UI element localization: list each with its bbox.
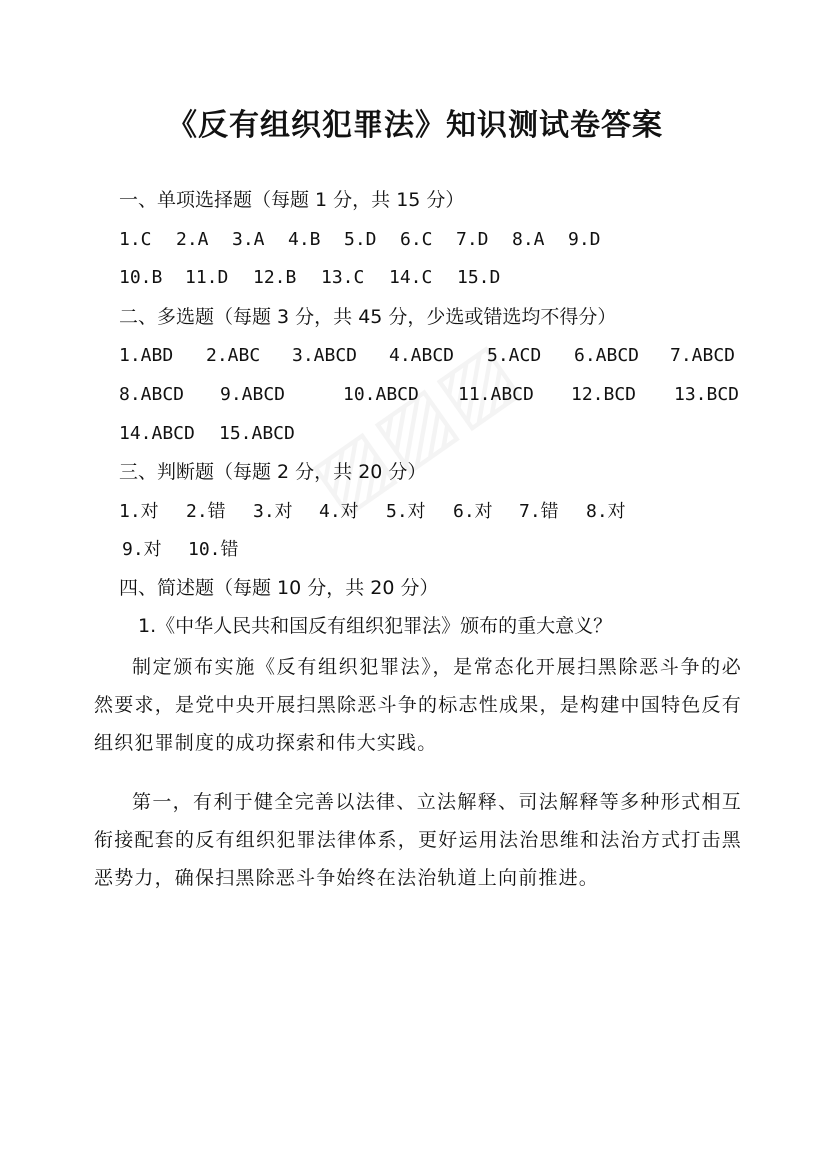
- answer-item: 5.ACD: [487, 345, 542, 366]
- answer-item: 9.ABCD: [220, 384, 286, 405]
- answer-item: 6.对: [453, 501, 493, 522]
- answer-item: 10.错: [188, 539, 239, 560]
- answer-item: 12.B: [253, 267, 297, 288]
- answer-item: 3.对: [253, 501, 293, 522]
- answer-item: 2.A: [176, 229, 209, 250]
- question-1: 1.《中华人民共和国反有组织犯罪法》颁布的重大意义？: [138, 615, 613, 637]
- answer-paragraph-2: 第一，有利于健全完善以法律、立法解释、司法解释等多种形式相互衔接配套的反有组织犯罪法律体系，更好运用法治思维和法治方式打击黑恶势力，确保扫黑除恶斗争始终在法治轨道上向前推进。: [94, 791, 742, 889]
- answer-item: 8.对: [586, 501, 626, 522]
- answer-item: 1.ABD: [119, 345, 174, 366]
- section-3-answers-row-2: [122, 538, 239, 562]
- answer-item: 2.错: [186, 501, 226, 522]
- answer-item: 10.B: [119, 267, 163, 288]
- section-2-heading: 二、多选题（每题 3 分，共 45 分，少选或错选均不得分）: [119, 306, 617, 328]
- section-1-heading: 一、单项选择题（每题 1 分，共 15 分）: [119, 189, 465, 211]
- section-1-answers-row-1: [119, 228, 601, 252]
- answer-item: 6.ABCD: [574, 345, 640, 366]
- document-title: 《反有组织犯罪法》知识测试卷答案: [167, 108, 663, 143]
- answer-item: 13.C: [321, 267, 365, 288]
- answer-item: 12.BCD: [571, 384, 637, 405]
- answer-item: 8.A: [512, 229, 545, 250]
- section-2-answers-row-3: [119, 422, 295, 446]
- section-3-answers-row-1: [119, 500, 626, 524]
- answer-item: 11.ABCD: [458, 384, 534, 405]
- answer-item: 7.D: [456, 229, 489, 250]
- answer-item: 4.ABCD: [389, 345, 455, 366]
- section-4-heading: 四、简述题（每题 10 分，共 20 分）: [119, 577, 439, 599]
- answer-item: 15.ABCD: [219, 423, 295, 444]
- answer-item: 5.对: [386, 501, 426, 522]
- answer-item: 13.BCD: [674, 384, 740, 405]
- section-1-answers-row-2: [119, 266, 500, 290]
- section-3-heading: 三、判断题（每题 2 分，共 20 分）: [119, 461, 427, 483]
- answer-item: 9.对: [122, 539, 162, 560]
- answer-item: 8.ABCD: [119, 384, 185, 405]
- answer-item: 14.C: [389, 267, 433, 288]
- answer-item: 7.ABCD: [670, 345, 736, 366]
- answer-item: 5.D: [344, 229, 377, 250]
- answer-item: 9.D: [568, 229, 601, 250]
- answer-item: 1.C: [119, 229, 152, 250]
- answer-item: 15.D: [457, 267, 501, 288]
- answer-item: 10.ABCD: [343, 384, 419, 405]
- answer-item: 7.错: [519, 501, 559, 522]
- answer-item: 4.对: [319, 501, 359, 522]
- answer-item: 1.对: [119, 501, 159, 522]
- answer-item: 14.ABCD: [119, 423, 195, 444]
- section-2-answers-row-1: [119, 344, 735, 368]
- answer-item: 3.ABCD: [292, 345, 358, 366]
- section-2-answers-row-2: [119, 383, 739, 407]
- answer-item: 11.D: [185, 267, 229, 288]
- answer-item: 6.C: [400, 229, 433, 250]
- answer-item: 3.A: [232, 229, 265, 250]
- answer-paragraph-1: 制定颁布实施《反有组织犯罪法》，是常态化开展扫黑除恶斗争的必然要求，是党中央开展扫黑除恶斗争的标志性成果，是构建中国特色反有组织犯罪制度的成功探索和伟大实践。: [94, 656, 742, 754]
- answer-item: 2.ABC: [206, 345, 261, 366]
- answer-item: 4.B: [288, 229, 321, 250]
